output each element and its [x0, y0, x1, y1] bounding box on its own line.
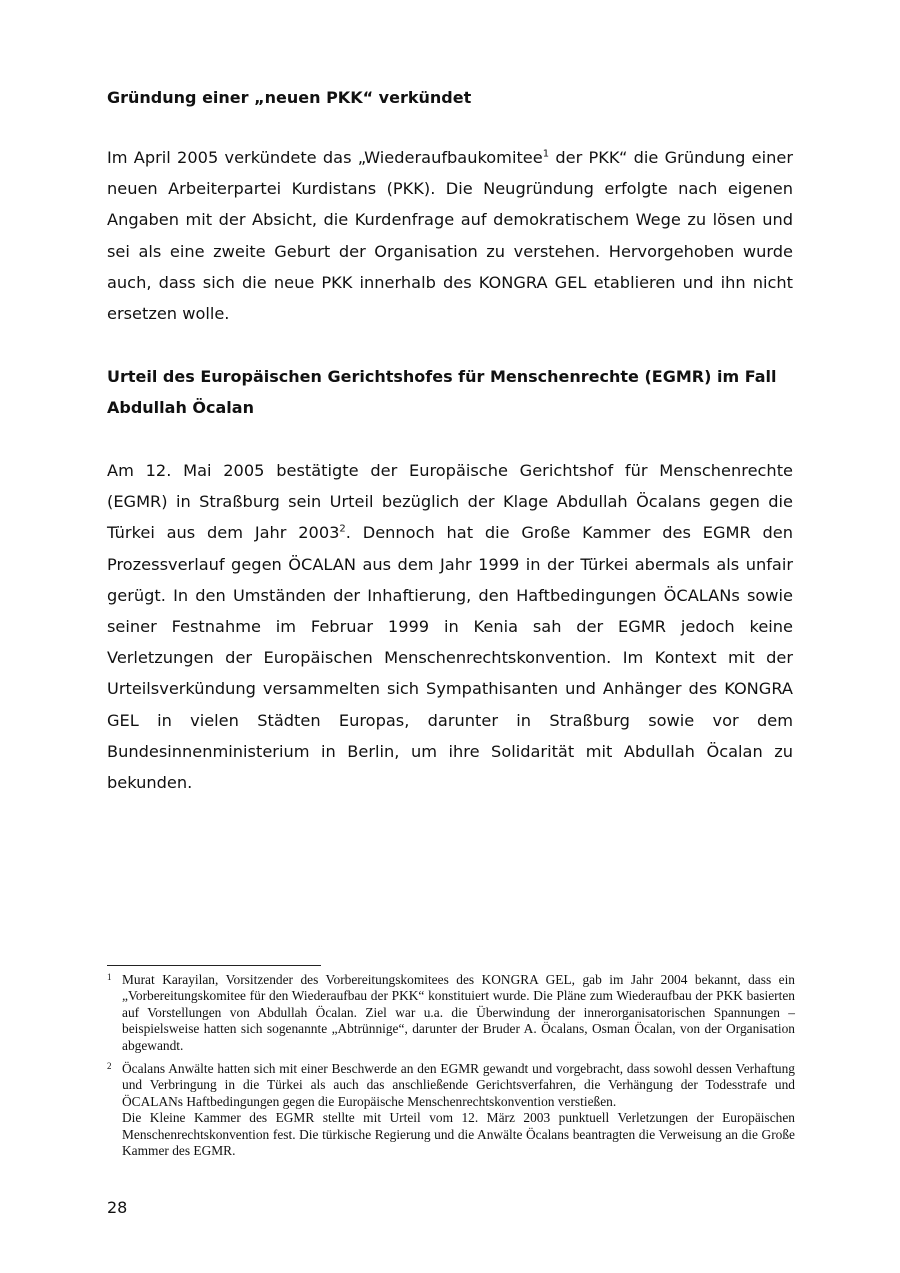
section-heading-pkk: Gründung einer „neuen PKK“ verkündet — [107, 88, 472, 107]
heading-line: Abdullah Öcalan — [107, 398, 254, 417]
footnote-1 — [107, 972, 795, 1054]
footnote-reference-2[interactable]: 2 — [339, 524, 346, 536]
footnote-text: Öcalans Anwälte hatten sich mit einer Beschwerde an den EGMR gewandt und vorgebracht, dass sowohl dessen Verhaftung und Verbringung in die Türkei als auch das anschließende Gerichtsverfahren, die Verhängung der Todesstrafe und ÖCALANs Haftbedingungen gegen die Europäische Menschenrechtskonvention verstießen. — [122, 1061, 795, 1109]
paragraph-text: der PKK“ die Gründung einer neuen Arbeiterpartei Kurdistans (PKK). Die Neugründung erfolgte nach eigenen Angaben mit der Absicht, die Kurdenfrage auf demokratischem Wege zu lösen und sei als eine zweite Geburt der Organisation zu verstehen. Hervorgehoben wurde auch, dass sich die neue PKK innerhalb des KONGRA GEL etablieren und ihn nicht ersetzen wolle. — [107, 148, 793, 324]
footnote-marker: 2 — [107, 1061, 112, 1071]
footnote-text-continued: Die Kleine Kammer des EGMR stellte mit Urteil vom 12. März 2003 punktuell Verletzungen der Europäischen Menschenrechtskonvention fest. Die türkische Regierung und die Anwälte Öcalans beantragten die Verweisung an die Große Kammer des EGMR. — [122, 1110, 795, 1159]
footnote-text: Murat Karayilan, Vorsitzender des Vorbereitungskomitees des KONGRA GEL, gab im Jahr 2004 bekannt, dass ein „Vorbereitungskomitee für den Wiederaufbau der PKK“ konstituiert wurde. Die Pläne zum Wiederaufbau der PKK basierten auf Vorstellungen von Abdullah Öcalan. Ziel war u.a. die Überwindung der innerorganisatorischen Spannungen – beispielsweise hatten sich sogenannte „Abtrünnige“, darunter der Bruder A. Öcalans, Osman Öcalan, von der Organisation abgewandt. — [122, 972, 795, 1053]
paragraph-text: Am 12. Mai 2005 bestätigte der Europäische Gerichtshof für Menschenrechte (EGMR) in Straßburg sein Urteil bezüglich der Klage Abdullah Öcalans gegen die Türkei aus dem Jahr 2003 — [107, 461, 793, 543]
paragraph-egmr-ruling — [107, 455, 793, 798]
heading-line: Urteil des Europäischen Gerichtshofes für Menschenrechte (EGMR) im Fall — [107, 367, 777, 386]
footnote-reference-1[interactable]: 1 — [542, 148, 550, 160]
section-heading-egmr — [107, 361, 797, 423]
footnote-2 — [107, 1061, 795, 1159]
paragraph-text: . Dennoch hat die Große Kammer des EGMR den Prozessverlauf gegen ÖCALAN aus dem Jahr 1999 in der Türkei abermals als unfair gerügt. In den Umständen der Inhaftierung, den Haftbedingungen ÖCALANs sowie seiner Festnahme im Februar 1999 in Kenia sah der EGMR jedoch keine Verletzungen der Europäischen Menschenrechtskonvention. Im Kontext mit der Urteilsverkündung versammelten sich Sympathisanten und Anhänger des KONGRA GEL in vielen Städten Europas, darunter in Straßburg sowie vor dem Bundesinnenministerium in Berlin, um ihre Solidarität mit Abdullah Öcalan zu bekunden. — [107, 523, 793, 793]
footnote-divider — [107, 965, 321, 966]
paragraph-text: Im April 2005 verkündete das „Wiederaufbaukomitee — [107, 148, 543, 167]
footnote-marker: 1 — [107, 972, 112, 982]
page-number: 28 — [107, 1198, 128, 1217]
paragraph-pkk-founding — [107, 142, 793, 329]
